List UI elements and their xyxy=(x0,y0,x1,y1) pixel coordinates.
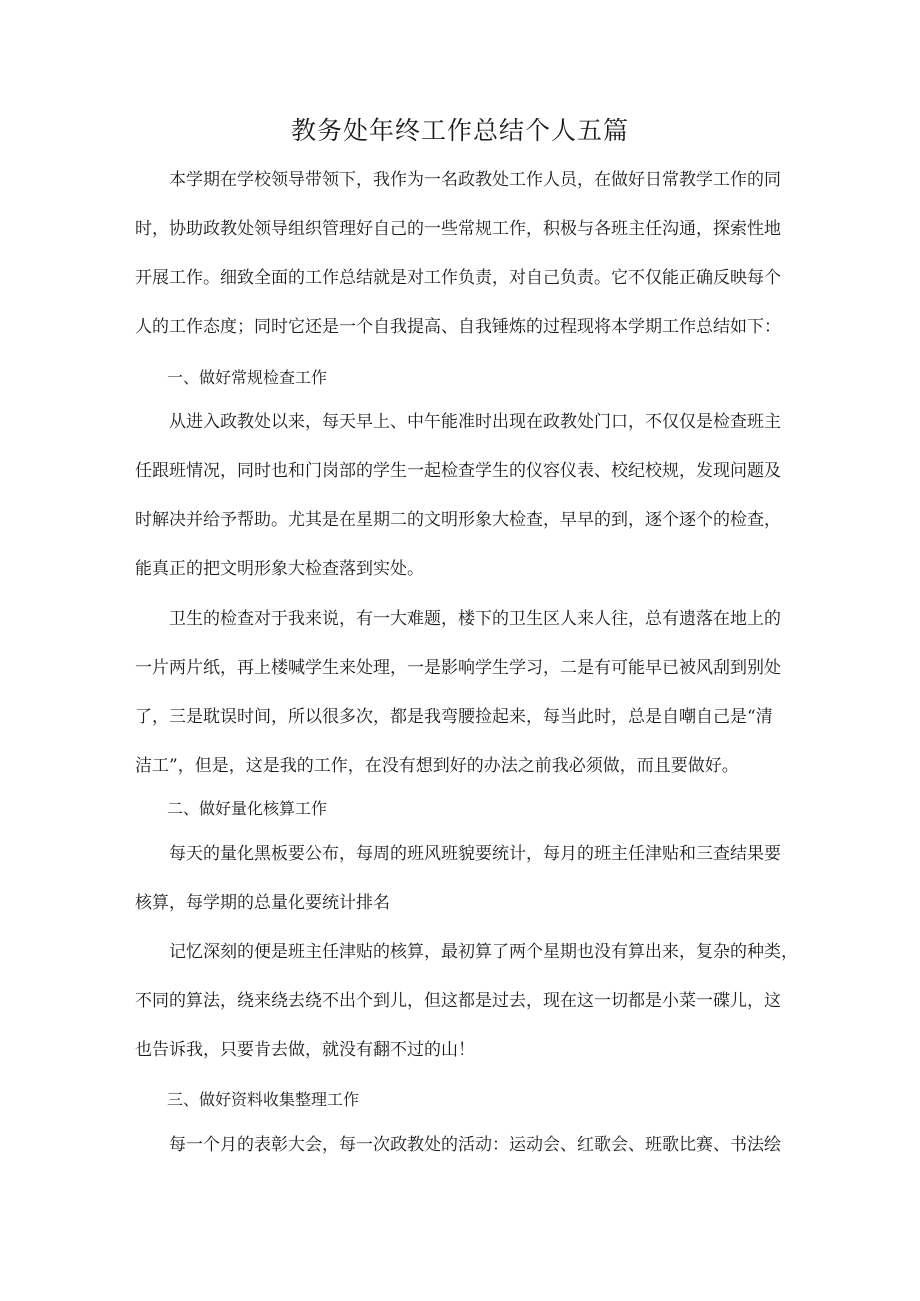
paragraph-allowance-memory xyxy=(135,928,798,1075)
paragraph-hygiene-check xyxy=(135,595,793,791)
paragraph-line: 核算，每学期的总量化要统计排名 xyxy=(135,893,390,913)
paragraph-line: 时，协助政教处领导组织管理好自己的一些常规工作，积极与各班主任沟通，探索性地 xyxy=(135,219,781,239)
paragraph-intro xyxy=(135,156,793,352)
paragraph-line: 卫生的检查对于我来说，有一大难题，楼下的卫生区人来人往，总有遗落在地上的 xyxy=(169,609,781,629)
paragraph-line: 每一个月的表彰大会，每一次政教处的活动：运动会、红歌会、班歌比赛、书法绘 xyxy=(169,1135,781,1155)
paragraph-line: 不同的算法，绕来绕去绕不出个到儿，但这都是过去，现在这一切都是小菜一碟儿，这 xyxy=(135,991,781,1011)
paragraph-line: 时解决并给予帮助。尤其是在星期二的文明形象大检查，早早的到，逐个逐个的检查， xyxy=(135,510,781,530)
paragraph-line: 了，三是耽误时间，所以很多次，都是我弯腰捡起来，每当此时，总是自嘲自己是“清 xyxy=(135,707,773,727)
paragraph-materials xyxy=(135,1121,793,1170)
paragraph-line: 每天的量化黑板要公布，每周的班风班貌要统计，每月的班主任津贴和三查结果要 xyxy=(169,844,781,864)
paragraph-line: 人的工作态度；同时它还是一个自我提高、自我锤炼的过程现将本学期工作总结如下： xyxy=(135,317,781,337)
paragraph-line: 也告诉我，只要肯去做，就没有翻不过的山！ xyxy=(135,1040,475,1060)
section-heading-1: 一、做好常规检查工作 xyxy=(167,368,328,387)
paragraph-line: 能真正的把文明形象大检查落到实处。 xyxy=(135,559,424,579)
paragraph-line: 从进入政教处以来，每天早上、中午能准时出现在政教处门口，不仅仅是检查班主 xyxy=(169,412,781,432)
section-heading-2: 二、做好量化核算工作 xyxy=(167,799,328,818)
document-title: 教务处年终工作总结个人五篇 xyxy=(290,116,629,145)
section-heading-3: 三、做好资料收集整理工作 xyxy=(167,1090,360,1109)
paragraph-routine-check xyxy=(135,398,793,594)
paragraph-line: 洁工”，但是，这是我的工作，在没有想到好的办法之前我必须做，而且要做好。 xyxy=(135,756,739,776)
paragraph-line: 记忆深刻的便是班主任津贴的核算，最初算了两个星期也没有算出来，复杂的种类， xyxy=(169,942,798,962)
paragraph-line: 任跟班情况，同时也和门岗部的学生一起检查学生的仪容仪表、校纪校规，发现问题及 xyxy=(135,461,781,481)
paragraph-line: 一片两片纸，再上楼喊学生来处理，一是影响学生学习，二是有可能早已被风刮到别处 xyxy=(135,658,781,678)
paragraph-line: 开展工作。细致全面的工作总结就是对工作负责，对自己负责。它不仅能正确反映每个 xyxy=(135,268,781,288)
paragraph-quantification xyxy=(135,830,793,928)
paragraph-line: 本学期在学校领导带领下，我作为一名政教处工作人员，在做好日常教学工作的同 xyxy=(169,170,781,190)
